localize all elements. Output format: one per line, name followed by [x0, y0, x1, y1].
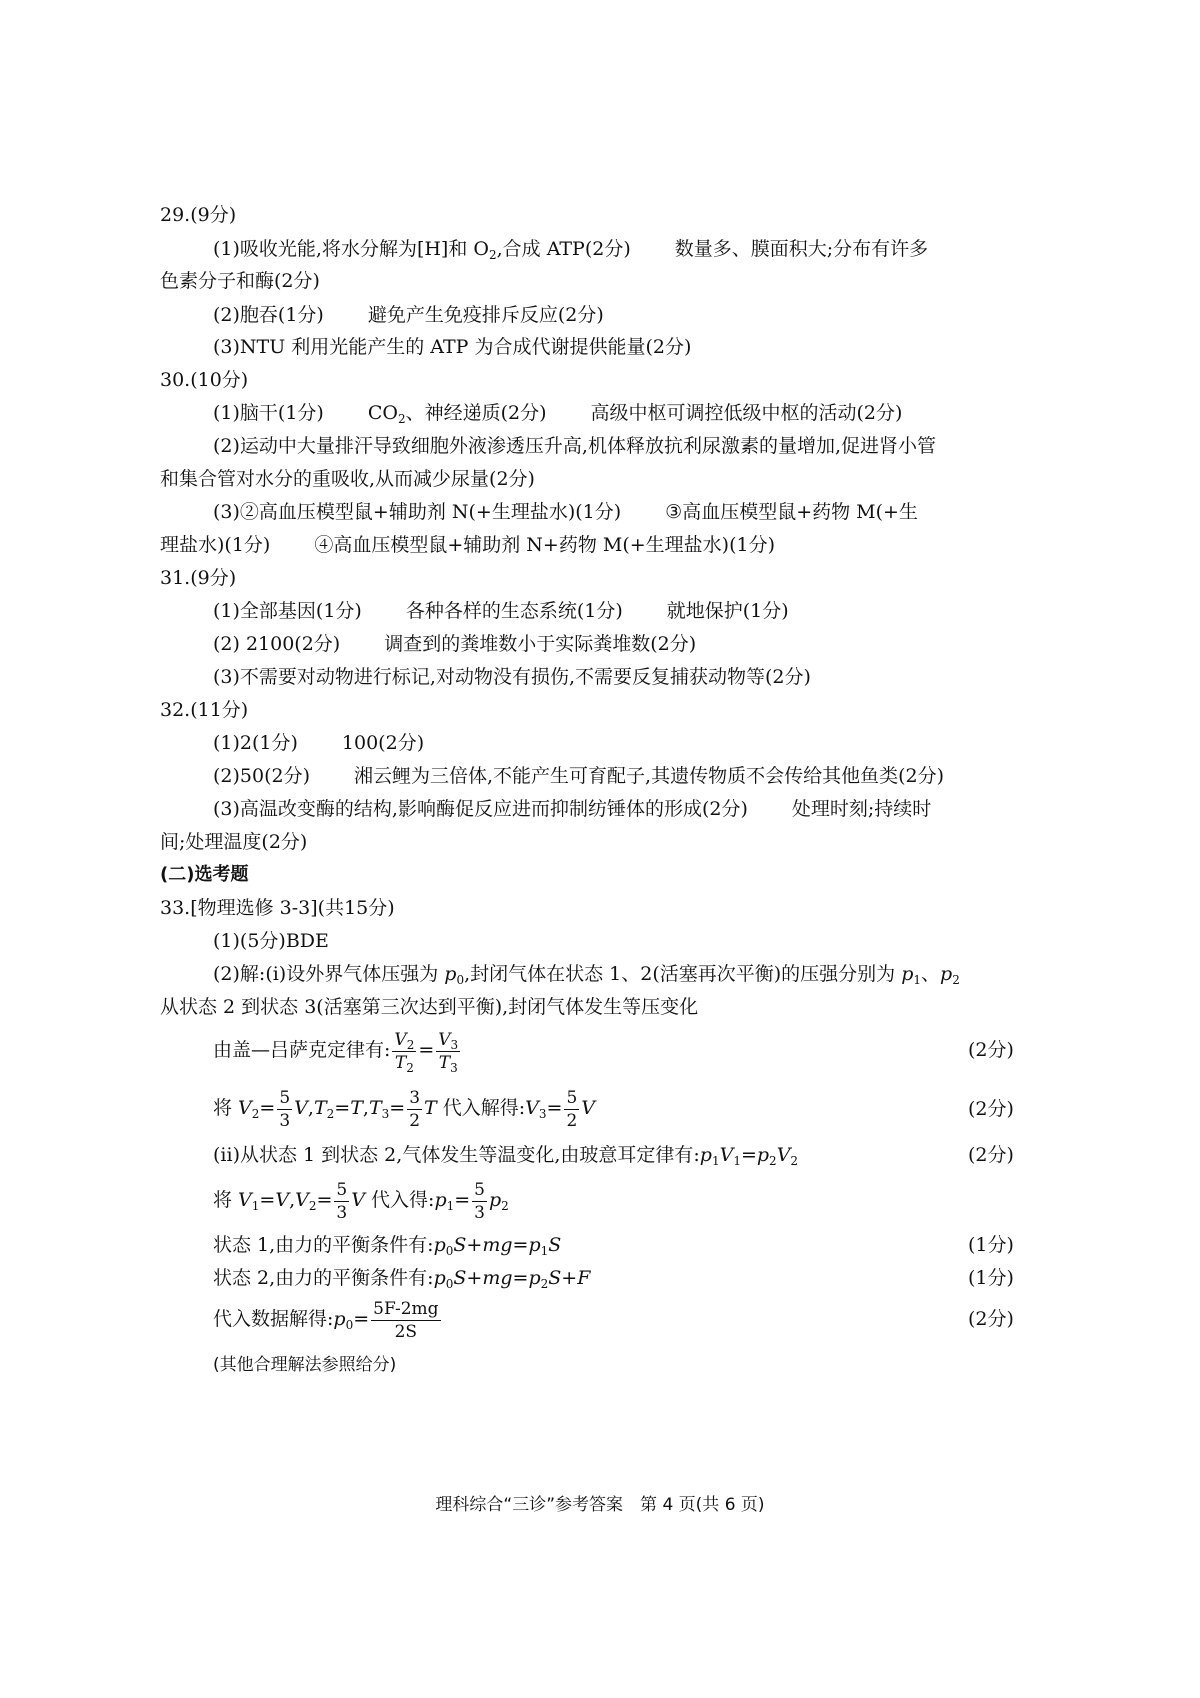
equation-boyle: (ii)从状态 1 到状态 2,气体发生等温变化,由玻意耳定律有$:p_1V_1=p_2V_2$ — [213, 1144, 799, 1168]
q33-part-2-line-1: (2)解:(i)设外界气体压强为 $p_0$,封闭气体在状态 1、2(活塞再次平衡)的压强分别为 $p_1$、$p_2$ — [213, 963, 960, 987]
q30-heading: 30.(10分) — [160, 369, 249, 391]
equation-state-1: 状态 1,由力的平衡条件有$:p_0S+mg=p_1S$ — [213, 1234, 562, 1258]
q30-line-2: (2)运动中大量排汗导致细胞外液渗透压升高,机体释放抗利尿激素的量增加,促进肾小管 — [213, 435, 936, 457]
q30-line-1: (1)脑干(1分) $CO_2$、神经递质(2分) 高级中枢可调控低级中枢的活动(2分) — [213, 402, 903, 426]
q32-line-1: (1)2(1分) 100(2分) — [213, 732, 425, 754]
q29-line-1: (1)吸收光能,将水分解为[H]和 $O_2$,合成 ATP(2分) 数量多、膜面积大;分布有许多 — [213, 238, 929, 262]
points-eq3: (2分) — [968, 1144, 1014, 1166]
q29-line-4: (3)NTU 利用光能产生的 ATP 为合成代谢提供能量(2分) — [213, 336, 692, 358]
q32-line-4: 间;处理温度(2分) — [160, 831, 308, 853]
q31-line-3: (3)不需要对动物进行标记,对动物没有损伤,不需要反复捕获动物等(2分) — [213, 666, 811, 688]
q30-line-4: (3)②高血压模型鼠+辅助剂 N(+生理盐水)(1分) ③高血压模型鼠+药物 M(+生 — [213, 501, 918, 523]
q31-line-2: (2) 2100(2分) 调查到的粪堆数小于实际粪堆数(2分) — [213, 633, 697, 655]
points-eq2: (2分) — [968, 1098, 1014, 1120]
points-eq7: (2分) — [968, 1308, 1014, 1330]
grading-note: (其他合理解法参照给分) — [213, 1355, 397, 1375]
points-eq6: (1分) — [968, 1267, 1014, 1289]
equation-state-2: 状态 2,由力的平衡条件有$:p_0S+mg=p_2S+F$ — [213, 1267, 591, 1291]
q29-heading: 29.(9分) — [160, 204, 237, 226]
q32-heading: 32.(11分) — [160, 699, 249, 721]
equation-gay-lussac: 由盖—吕萨克定律有: $\frac{V_2}{T_2}$ = $\frac{V_3}{T_3}$ — [213, 1029, 459, 1075]
points-eq5: (1分) — [968, 1234, 1014, 1256]
q33-part-1: (1)(5分)BDE — [213, 930, 329, 952]
equation-result-p0: 代入数据解得$:p_0=$ $\frac{5F-2mg}{2S}$ — [213, 1298, 439, 1342]
q32-line-3: (3)高温改变酶的结构,影响酶促反应进而抑制纺锤体的形成(2分) 处理时刻;持续时 — [213, 798, 932, 820]
section-heading-elective: (二)选考题 — [160, 864, 249, 885]
q29-line-3: (2)胞吞(1分) 避免产生免疫排斥反应(2分) — [213, 304, 604, 326]
equation-substitute-p1: 将 $V_1=V,V_2=$ $\frac{5}{3}$ V 代入得$:p_1=$ $\frac{5}{3}$ $p_2$ — [213, 1179, 509, 1223]
q31-heading: 31.(9分) — [160, 567, 237, 589]
q33-heading: 33.[物理选修 3-3](共15分) — [160, 897, 395, 919]
q30-line-3: 和集合管对水分的重吸收,从而减少尿量(2分) — [160, 468, 535, 490]
q33-part-2-line-2: 从状态 2 到状态 3(活塞第三次达到平衡),封闭气体发生等压变化 — [160, 996, 699, 1018]
q32-line-2: (2)50(2分) 湘云鲤为三倍体,不能产生可育配子,其遗传物质不会传给其他鱼类(2分) — [213, 765, 945, 787]
equation-substitute-v3: 将 $V_2=$ $\frac{5}{3}$ $V,T_2=T,T_3=$ $\frac{3}{2}$ T 代入解得$:V_3=$ $\frac{5}{2}$ V — [213, 1087, 596, 1131]
points-eq1: (2分) — [968, 1039, 1014, 1061]
q30-line-5: 理盐水)(1分) ④高血压模型鼠+辅助剂 N+药物 M(+生理盐水)(1分) — [160, 534, 775, 556]
page-footer: 理科综合“三诊”参考答案 第 4 页(共 6 页) — [435, 1495, 765, 1515]
q31-line-1: (1)全部基因(1分) 各种各样的生态系统(1分) 就地保护(1分) — [213, 600, 789, 622]
q29-line-2: 色素分子和酶(2分) — [160, 270, 320, 292]
